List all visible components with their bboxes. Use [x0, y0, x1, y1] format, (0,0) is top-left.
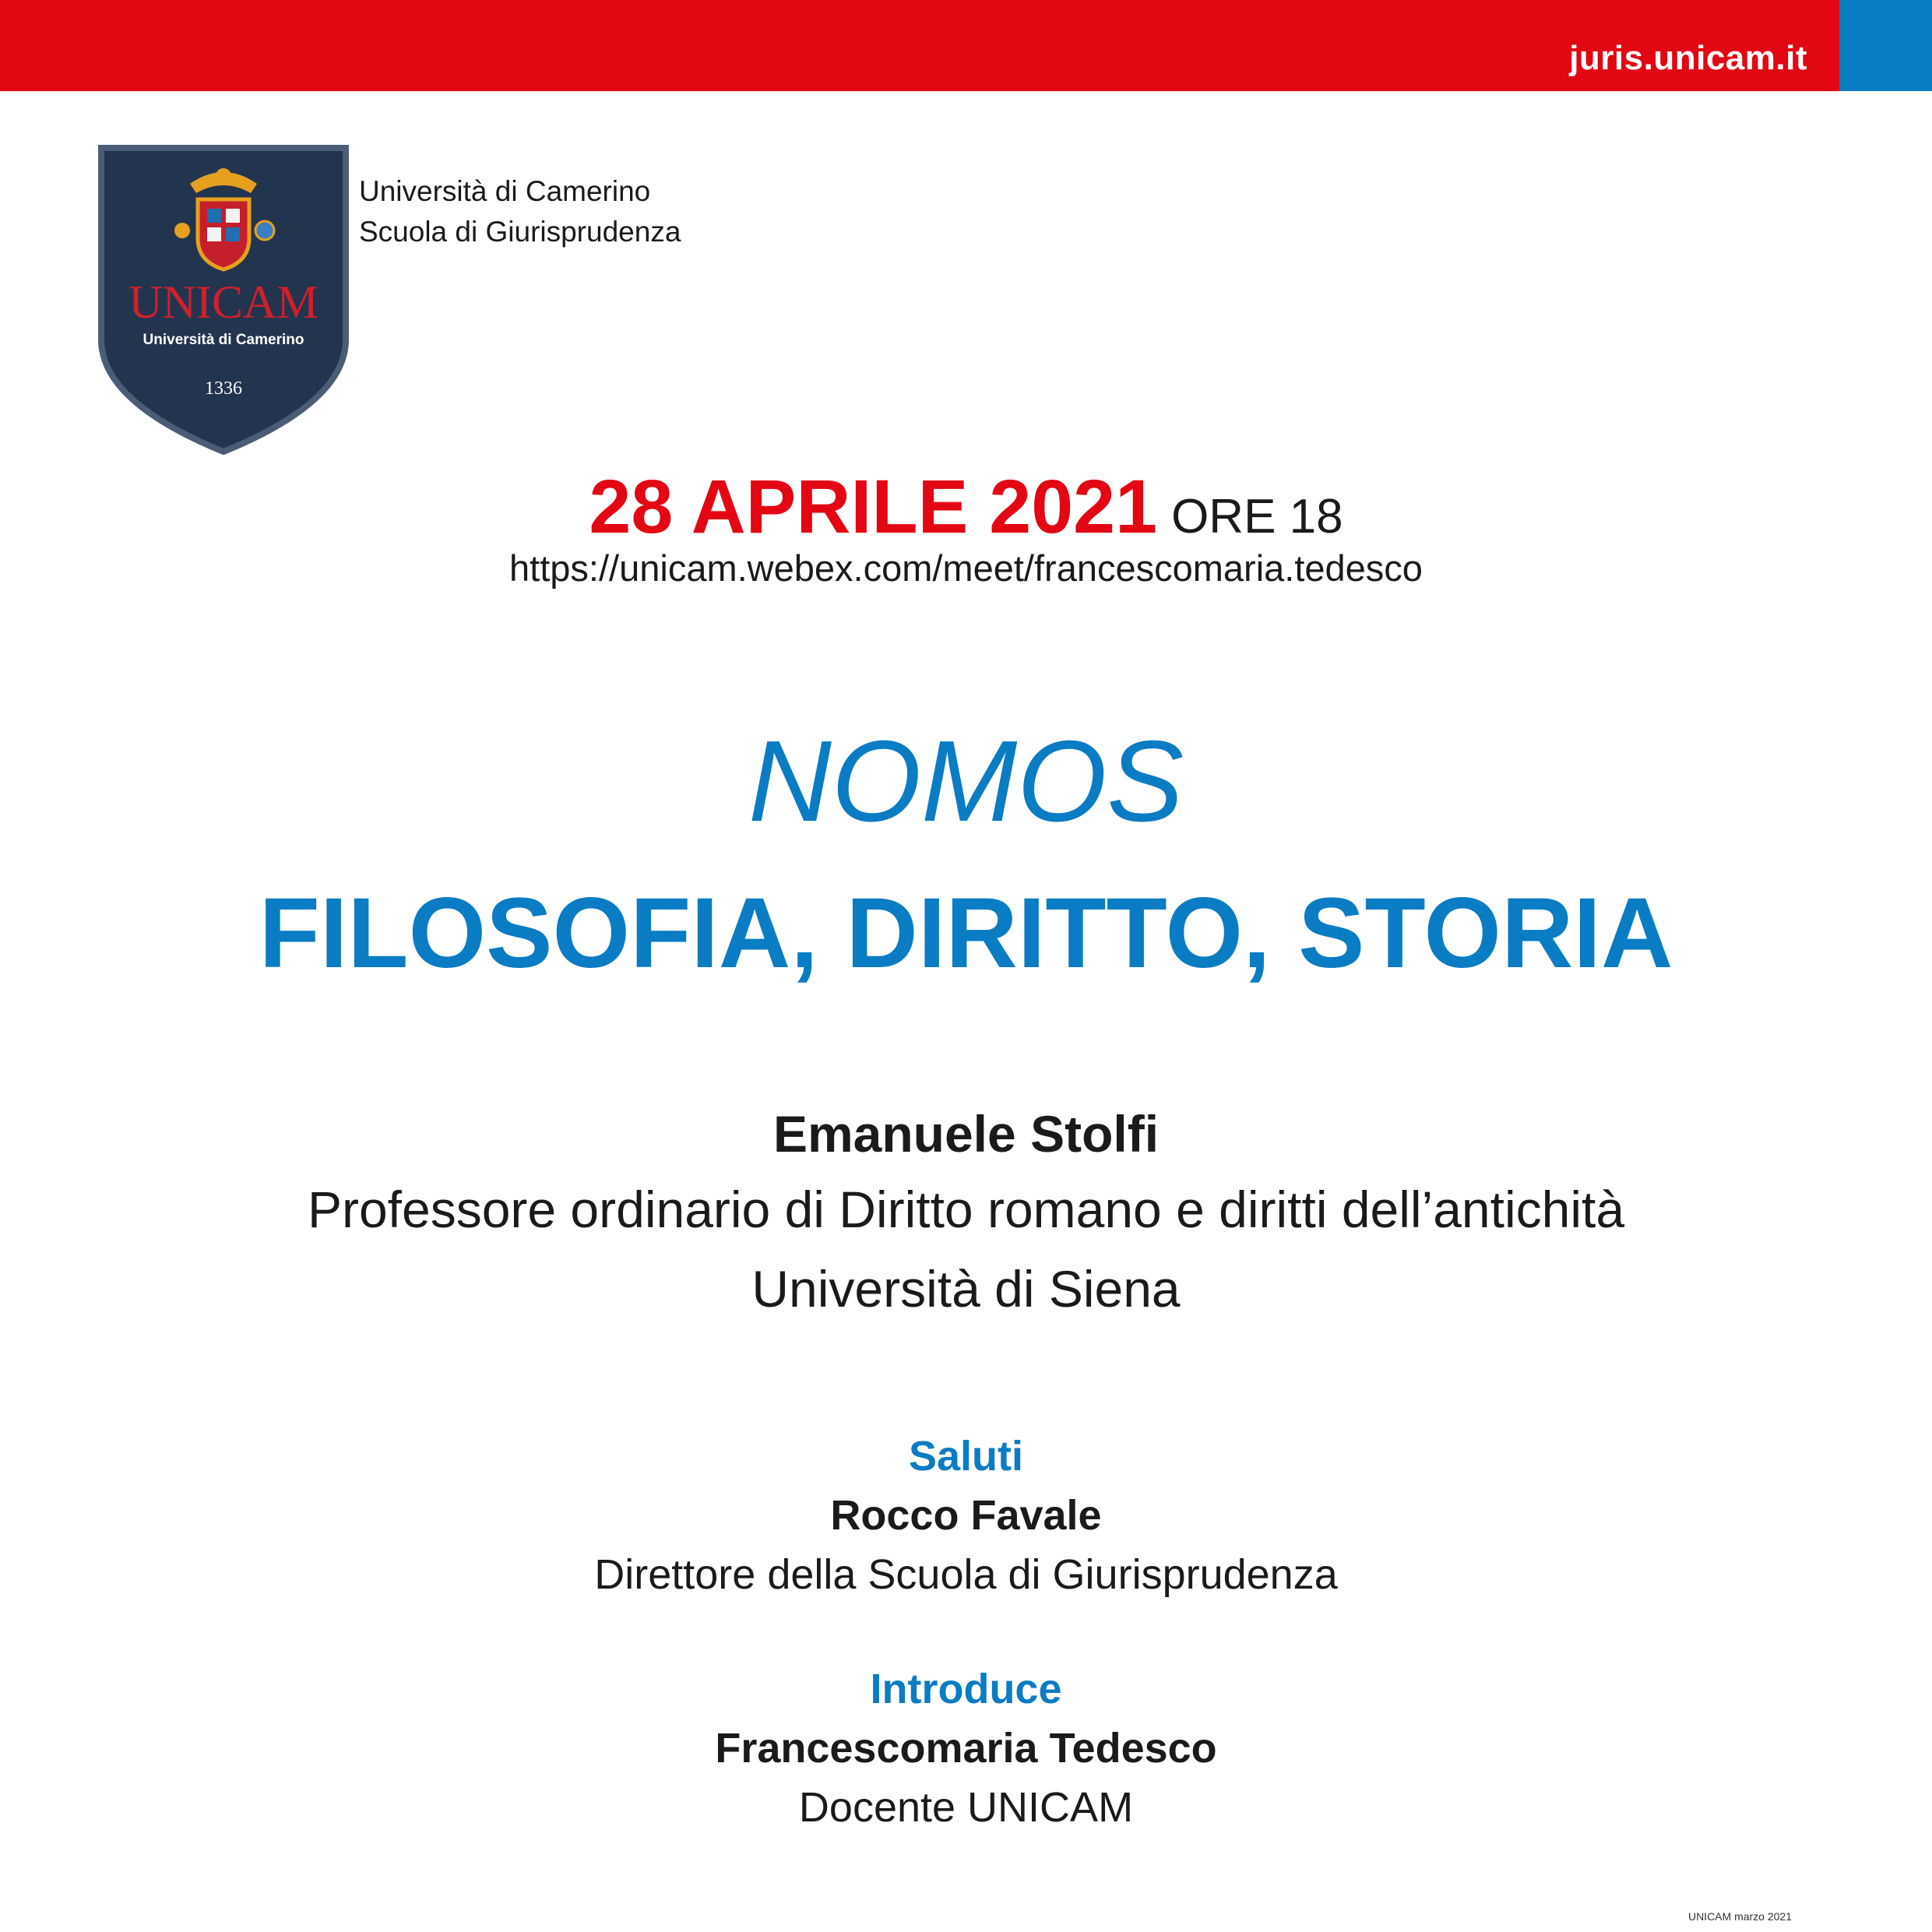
site-url-link[interactable]: juris.unicam.it: [1569, 39, 1807, 77]
speaker-role: Professore ordinario di Diritto romano e diritti dell’antichità: [307, 1181, 1625, 1238]
meeting-link[interactable]: https://unicam.webex.com/meet/francescomaria.tedesco: [509, 547, 1423, 589]
unicam-shield-logo: [98, 145, 349, 455]
event-subtitle: FILOSOFIA, DIRITTO, STORIA: [259, 878, 1673, 989]
introduction-role: Docente UNICAM: [798, 1784, 1134, 1831]
greetings-role: Direttore della Scuola di Giurisprudenza: [594, 1551, 1338, 1598]
greetings-label: Saluti: [908, 1433, 1024, 1480]
greetings-name: Rocco Favale: [830, 1492, 1102, 1539]
event-date: 28 APRILE 2021: [589, 464, 1158, 549]
event-title: NOMOS: [748, 717, 1184, 846]
speaker-name: Emanuele Stolfi: [772, 1105, 1160, 1163]
speaker-affiliation: Università di Siena: [751, 1260, 1181, 1318]
greetings-section: [0, 1427, 1932, 1604]
logo-subtitle: Università di Camerino: [143, 332, 304, 348]
introduction-section: [0, 1659, 1932, 1837]
institution-university: Università di Camerino: [359, 175, 651, 207]
footer-note: UNICAM marzo 2021: [1687, 1910, 1792, 1923]
introduction-name: Francescomaria Tedesco: [715, 1725, 1217, 1772]
event-date-line: [0, 463, 1932, 551]
institution-block: [359, 171, 681, 252]
logo-year: 1336: [205, 378, 242, 399]
introduction-label: Introduce: [870, 1666, 1062, 1712]
top-red-bar: [0, 0, 1839, 91]
top-blue-block: [1839, 0, 1932, 91]
event-time: ORE 18: [1171, 490, 1343, 544]
logo-wordmark: UNICAM: [128, 276, 318, 328]
institution-school: Scuola di Giurisprudenza: [359, 216, 681, 248]
